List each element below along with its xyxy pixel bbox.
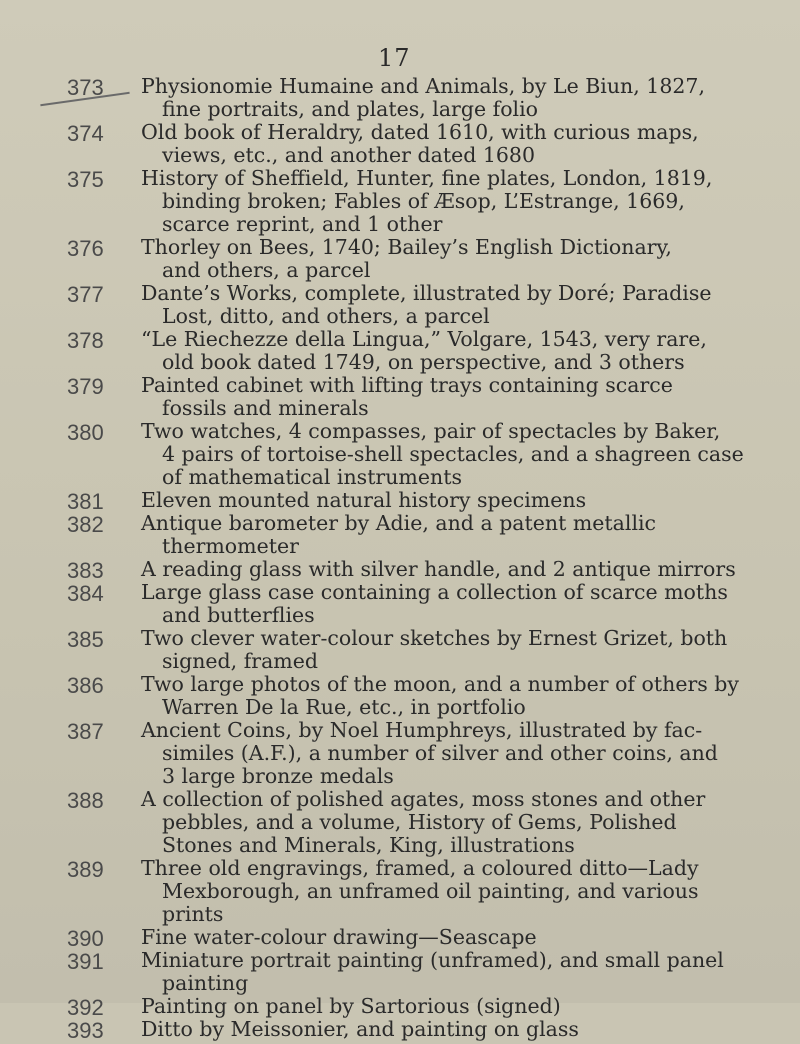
lot-description [141, 328, 793, 374]
lot-description [141, 236, 793, 282]
lot-number: 373 [67, 75, 104, 100]
lot-entry [0, 512, 800, 558]
lot-description [141, 857, 793, 926]
lot-description-line: Painting on panel by Sartorious (signed) [141, 994, 561, 1018]
lot-description-line: and butterflies [162, 603, 315, 627]
lot-entry [0, 1018, 800, 1041]
lot-description [141, 558, 793, 581]
lot-description-line: “Le Riechezze della Lingua,” Volgare, 1543, very rare, [141, 327, 707, 351]
lot-description [141, 121, 793, 167]
lot-entry [0, 719, 800, 788]
lot-entry [0, 328, 800, 374]
lot-entry [0, 926, 800, 949]
lot-description-line: old book dated 1749, on perspective, and 3 others [162, 350, 685, 374]
lot-description [141, 627, 793, 673]
lot-entry [0, 282, 800, 328]
lot-entry [0, 420, 800, 489]
lot-description [141, 926, 793, 949]
page-number: 17 [378, 44, 411, 72]
lot-number: 374 [67, 121, 104, 146]
lot-description [141, 512, 793, 558]
lot-number: 380 [67, 420, 104, 445]
lot-entry [0, 121, 800, 167]
lot-description-line: Fine water-colour drawing—Seascape [141, 925, 537, 949]
lot-description-line: History of Sheffield, Hunter, fine plates, London, 1819, [141, 166, 713, 190]
lot-description-line: thermometer [162, 534, 299, 558]
lot-description [141, 719, 793, 788]
lot-number: 388 [67, 788, 104, 813]
lot-description [141, 788, 793, 857]
lot-description-line: pebbles, and a volume, History of Gems, Polished [162, 810, 677, 834]
lot-description-line: 3 large bronze medals [162, 764, 394, 788]
lot-description [141, 949, 793, 995]
lot-entry [0, 558, 800, 581]
lot-description-line: and others, a parcel [162, 258, 371, 282]
lot-description-line: Stones and Minerals, King, illustrations [162, 833, 575, 857]
lot-description [141, 420, 793, 489]
lot-description [141, 282, 793, 328]
lot-number: 393 [67, 1018, 104, 1043]
lot-description [141, 489, 793, 512]
lot-entry [0, 857, 800, 926]
lot-description-line: Lost, ditto, and others, a parcel [162, 304, 490, 328]
lot-number: 375 [67, 167, 104, 192]
lot-number: 377 [67, 282, 104, 307]
lot-description-line: fine portraits, and plates, large folio [162, 97, 539, 121]
lot-description [141, 673, 793, 719]
lot-number: 382 [67, 512, 104, 537]
lot-description-line: Two clever water-colour sketches by Ernest Grizet, both [141, 626, 728, 650]
lot-description-line: Two large photos of the moon, and a number of others by [141, 672, 739, 696]
lot-number: 389 [67, 857, 104, 882]
lot-number: 378 [67, 328, 104, 353]
lot-number: 386 [67, 673, 104, 698]
lot-description-line: Painted cabinet with lifting trays containing scarce [141, 373, 673, 397]
lot-description-line: Ditto by Meissonier, and painting on glass [141, 1017, 579, 1041]
lot-description-line: Dante’s Works, complete, illustrated by Doré; Paradise [141, 281, 712, 305]
lot-description-line: views, etc., and another dated 1680 [162, 143, 536, 167]
lot-description-line: signed, framed [162, 649, 318, 673]
lot-description-line: Physionomie Humaine and Animals, by Le Biun, 1827, [141, 74, 705, 98]
lot-number: 387 [67, 719, 104, 744]
lot-entry [0, 489, 800, 512]
lot-entry [0, 581, 800, 627]
lot-description-line: Large glass case containing a collection of scarce moths [141, 580, 728, 604]
lot-description-line: A reading glass with silver handle, and 2 antique mirrors [141, 557, 736, 581]
lot-description-line: of mathematical instruments [162, 465, 462, 489]
lot-description-line: Ancient Coins, by Noel Humphreys, illustrated by fac- [141, 718, 703, 742]
lot-list [0, 75, 800, 1041]
lot-description-line: similes (A.F.), a number of silver and other coins, and [162, 741, 718, 765]
lot-number: 390 [67, 926, 104, 951]
lot-description-line: binding broken; Fables of Æsop, L’Estrange, 1669, [162, 189, 685, 213]
lot-number: 384 [67, 581, 104, 606]
lot-number: 392 [67, 995, 104, 1020]
lot-description-line: Eleven mounted natural history specimens [141, 488, 587, 512]
lot-entry [0, 788, 800, 857]
lot-description-line: Miniature portrait painting (unframed), and small panel [141, 948, 724, 972]
lot-description [141, 167, 793, 236]
lot-entry [0, 374, 800, 420]
lot-description-line: scarce reprint, and 1 other [162, 212, 443, 236]
lot-number: 383 [67, 558, 104, 583]
lot-description-line: fossils and minerals [162, 396, 369, 420]
lot-description-line: A collection of polished agates, moss stones and other [141, 787, 706, 811]
lot-entry [0, 627, 800, 673]
lot-description-line: Old book of Heraldry, dated 1610, with curious maps, [141, 120, 699, 144]
lot-number: 376 [67, 236, 104, 261]
lot-entry [0, 236, 800, 282]
lot-description-line: Thorley on Bees, 1740; Bailey’s English Dictionary, [141, 235, 672, 259]
lot-description-line: Three old engravings, framed, a coloured ditto—Lady [141, 856, 699, 880]
lot-description [141, 1018, 793, 1041]
lot-description-line: prints [162, 902, 224, 926]
lot-description-line: Warren De la Rue, etc., in portfolio [162, 695, 526, 719]
lot-description-line: Mexborough, an unframed oil painting, and various [162, 879, 699, 903]
lot-entry [0, 167, 800, 236]
lot-number: 379 [67, 374, 104, 399]
lot-entry [0, 995, 800, 1018]
lot-description-line: 4 pairs of tortoise-shell spectacles, and a shagreen case [162, 442, 744, 466]
lot-description [141, 995, 793, 1018]
lot-entry [0, 75, 800, 121]
lot-entry [0, 673, 800, 719]
lot-description [141, 581, 793, 627]
lot-entry [0, 949, 800, 995]
lot-number: 381 [67, 489, 104, 514]
lot-description [141, 75, 793, 121]
lot-number: 385 [67, 627, 104, 652]
lot-description-line: Two watches, 4 compasses, pair of spectacles by Baker, [141, 419, 721, 443]
lot-description-line: Antique barometer by Adie, and a patent metallic [141, 511, 657, 535]
lot-description-line: painting [162, 971, 249, 995]
lot-number: 391 [67, 949, 104, 974]
lot-description [141, 374, 793, 420]
